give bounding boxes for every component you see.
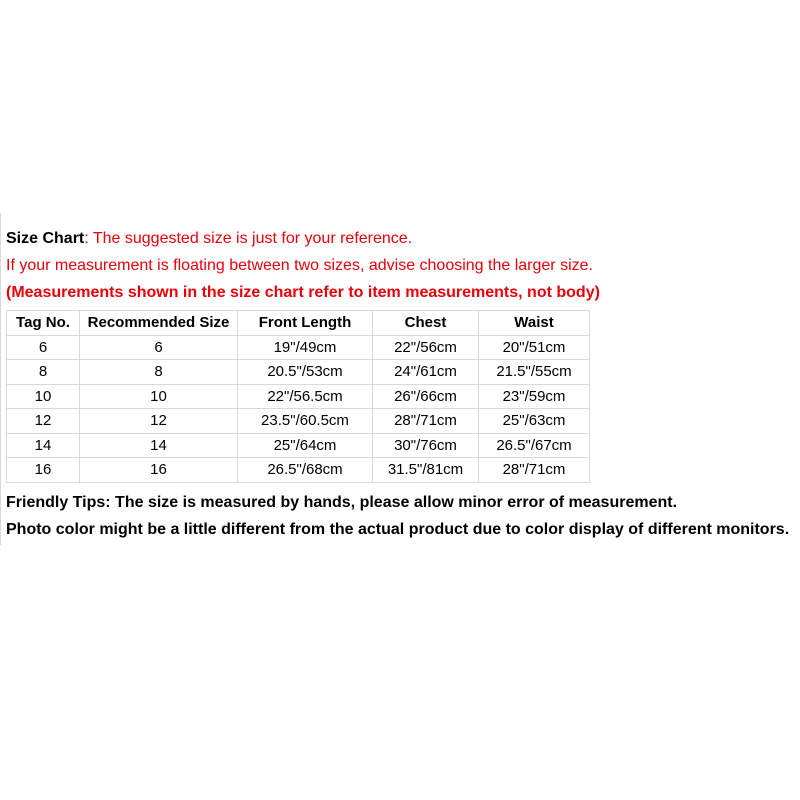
cell-front-length: 25"/64cm	[238, 433, 373, 458]
cell-chest: 28"/71cm	[373, 409, 479, 434]
header-tag-no: Tag No.	[7, 311, 80, 336]
size-table	[6, 310, 590, 483]
table-row	[7, 458, 590, 483]
table-row	[7, 409, 590, 434]
cell-chest: 30"/76cm	[373, 433, 479, 458]
table-row	[7, 360, 590, 385]
cell-tag-no: 14	[7, 433, 80, 458]
intro-line-1	[6, 225, 800, 252]
floating-size-advice: If your measurement is floating between two sizes, advise choosing the larger size.	[6, 257, 593, 274]
friendly-tips: Friendly Tips: The size is measured by hands, please allow minor error of measurement.	[6, 493, 678, 511]
reference-note: The suggested size is just for your reference.	[92, 230, 413, 247]
header-front-length: Front Length	[238, 311, 373, 336]
size-chart-section	[6, 225, 800, 543]
cell-waist: 28"/71cm	[479, 458, 590, 483]
cell-chest: 24"/61cm	[373, 360, 479, 385]
header-waist: Waist	[479, 311, 590, 336]
photo-color-note: Photo color might be a little different from the actual product due to color display of different monitors.	[6, 520, 790, 538]
size-chart-label: Size Chart	[6, 230, 85, 247]
cell-front-length: 20.5"/53cm	[238, 360, 373, 385]
cell-waist: 23"/59cm	[479, 384, 590, 409]
label-separator: :	[84, 230, 93, 247]
left-border-rule	[0, 213, 1, 545]
cell-recommended-size: 8	[80, 360, 238, 385]
cell-front-length: 26.5"/68cm	[238, 458, 373, 483]
cell-waist: 26.5"/67cm	[479, 433, 590, 458]
table-row	[7, 433, 590, 458]
cell-tag-no: 6	[7, 335, 80, 360]
cell-waist: 21.5"/55cm	[479, 360, 590, 385]
cell-tag-no: 8	[7, 360, 80, 385]
table-row	[7, 335, 590, 360]
cell-recommended-size: 10	[80, 384, 238, 409]
measurement-note: (Measurements shown in the size chart refer to item measurements, not body)	[6, 284, 600, 301]
cell-front-length: 23.5"/60.5cm	[238, 409, 373, 434]
cell-recommended-size: 14	[80, 433, 238, 458]
header-recommended-size: Recommended Size	[80, 311, 238, 336]
table-row	[7, 384, 590, 409]
cell-front-length: 22"/56.5cm	[238, 384, 373, 409]
cell-chest: 31.5"/81cm	[373, 458, 479, 483]
cell-recommended-size: 6	[80, 335, 238, 360]
cell-tag-no: 12	[7, 409, 80, 434]
cell-chest: 22"/56cm	[373, 335, 479, 360]
cell-waist: 25"/63cm	[479, 409, 590, 434]
cell-chest: 26"/66cm	[373, 384, 479, 409]
cell-tag-no: 10	[7, 384, 80, 409]
cell-tag-no: 16	[7, 458, 80, 483]
cell-recommended-size: 16	[80, 458, 238, 483]
cell-waist: 20"/51cm	[479, 335, 590, 360]
table-header-row	[7, 311, 590, 336]
header-chest: Chest	[373, 311, 479, 336]
cell-recommended-size: 12	[80, 409, 238, 434]
cell-front-length: 19"/49cm	[238, 335, 373, 360]
